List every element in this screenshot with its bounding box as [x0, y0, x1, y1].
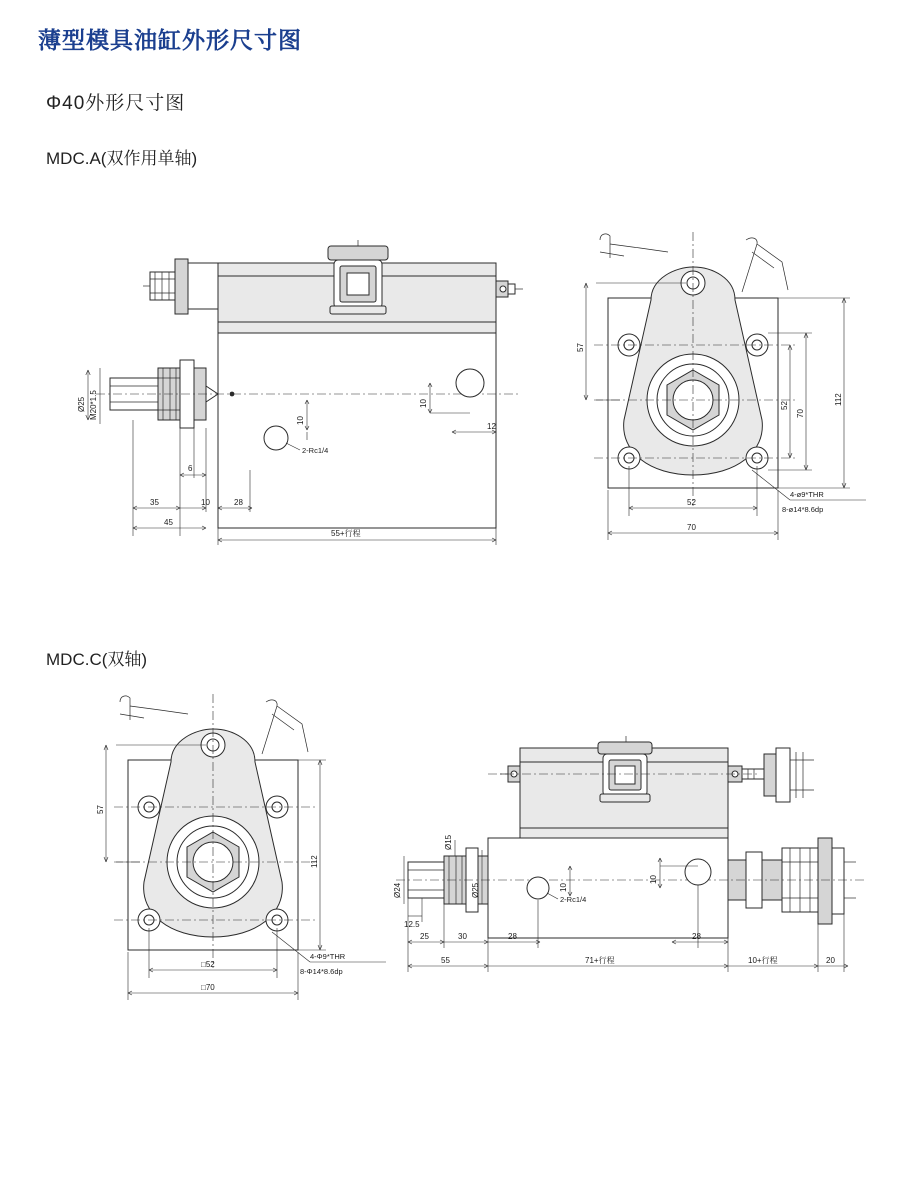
figure-a-front-view [77, 240, 523, 545]
section-label-mdc-c: MDC.C(双轴) [46, 650, 148, 669]
dim-a-end-70h: 70 [687, 523, 696, 532]
dim-c-125: 12.5 [404, 920, 420, 929]
dim-a-end-52h: 52 [687, 498, 696, 507]
dim-c-d24: Ø24 [393, 882, 402, 898]
dim-a-end-57: 57 [576, 343, 585, 352]
dim-c-28a: 28 [508, 932, 517, 941]
dim-c-stroke1: 71+行程 [585, 956, 615, 965]
rod-right-c [728, 838, 856, 924]
dim-a-m20: M20*1.5 [89, 390, 98, 420]
dim-a-10a: 10 [296, 416, 305, 425]
dim-a-end-112: 112 [834, 393, 843, 406]
dim-c-thread-1: 4-Φ9*THR [310, 952, 346, 961]
dim-c-10b: 10 [649, 875, 658, 884]
dim-c-d15: Ø15 [444, 834, 453, 850]
top-clamp-detail-c [598, 736, 652, 802]
dim-a-28: 28 [234, 498, 243, 507]
page-subtitle: Φ40外形尺寸图 [46, 93, 186, 114]
dim-c-end-52h: □52 [201, 960, 215, 969]
dim-a-12: 12 [487, 422, 496, 431]
dim-c-thread-2: 8-Φ14*8.6dp [300, 967, 343, 976]
dim-c-55: 55 [441, 956, 450, 965]
dim-a-6: 6 [188, 464, 193, 473]
top-clamp-detail [328, 240, 388, 314]
rod-assembly-left [143, 259, 218, 314]
dim-c-20: 20 [826, 956, 835, 965]
section-label-mdc-a: MDC.A(双作用单轴) [46, 149, 198, 168]
dim-a-10c: 10 [201, 498, 210, 507]
figure-a-end-view [576, 232, 866, 540]
dim-c-end-112: 112 [310, 855, 319, 868]
dim-a-35: 35 [150, 498, 159, 507]
dim-a-port: 2-Rc1/4 [302, 446, 329, 455]
dim-a-45: 45 [164, 518, 173, 527]
dim-c-28b: 28 [692, 932, 701, 941]
dim-c-end-57: 57 [96, 805, 105, 814]
page-title: 薄型模具油缸外形尺寸图 [38, 27, 302, 53]
dim-a-stroke: 55+行程 [331, 529, 361, 538]
figure-c-end-view [96, 694, 386, 1000]
dim-c-10a: 10 [559, 883, 568, 892]
dim-c-stroke2: 10+行程 [748, 956, 778, 965]
dim-c-25: 25 [420, 932, 429, 941]
dim-a-d25: Ø25 [77, 396, 86, 412]
dim-c-end-70h: □70 [201, 983, 215, 992]
dim-a-end-70: 70 [796, 409, 805, 418]
dim-c-port: 2-Rc1/4 [560, 895, 587, 904]
dim-a-10b: 10 [419, 399, 428, 408]
dim-a-thread-1: 4-ø9*THR [790, 490, 824, 499]
figure-c-front-view [393, 736, 866, 972]
dim-c-d25: Ø25 [471, 882, 480, 898]
dim-a-thread-2: 8-ø14*8.6dp [782, 505, 824, 514]
dim-a-end-52v: 52 [780, 401, 789, 410]
dim-c-30: 30 [458, 932, 467, 941]
